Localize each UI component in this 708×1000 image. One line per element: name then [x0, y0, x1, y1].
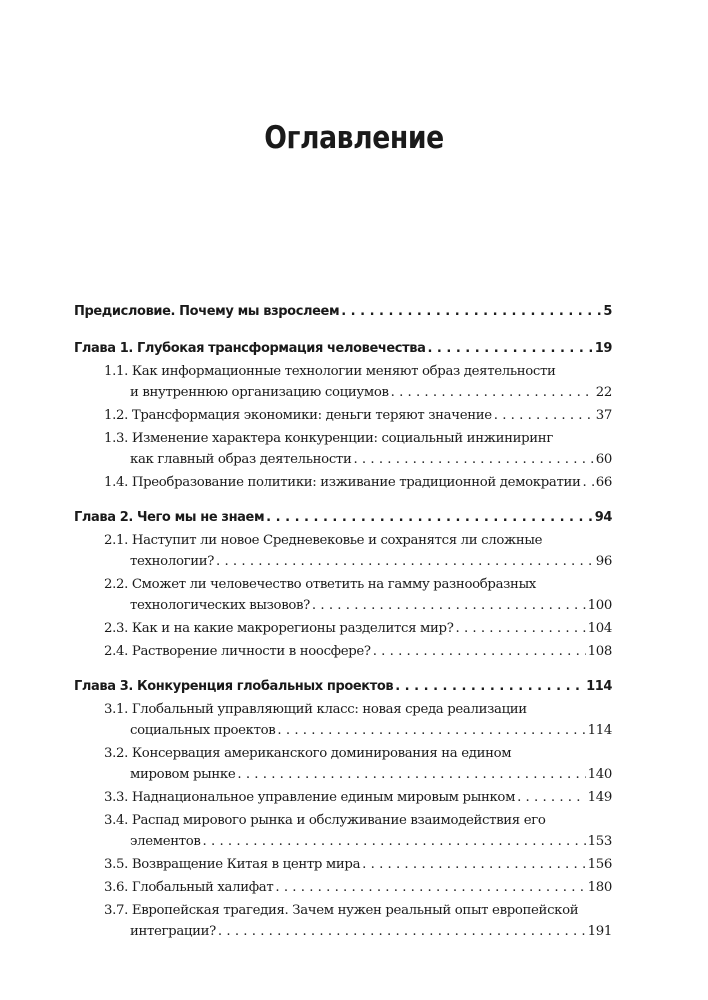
- entry-title-continued: технологии?: [130, 554, 215, 569]
- dot-leader: [216, 551, 594, 572]
- toc-entry[interactable]: [104, 877, 612, 898]
- entry-title: 1.3. Изменение характера конкуренции: социальный инжиниринг: [104, 431, 553, 446]
- dot-leader: [275, 877, 585, 898]
- dot-leader: [494, 405, 594, 426]
- entry-title: 3.4. Распад мирового рынка и обслуживание взаимодействия его: [104, 813, 546, 828]
- dot-leader: [203, 831, 586, 852]
- dot-leader: [341, 304, 601, 319]
- toc-section-heading[interactable]: [74, 679, 612, 699]
- dot-leader: [353, 449, 593, 470]
- entry-line: [104, 618, 612, 639]
- dot-leader: [427, 341, 592, 356]
- entry-first-line: [104, 361, 612, 382]
- entry-title: 3.6. Глобальный халифат: [104, 880, 274, 895]
- entry-title: 2.1. Наступит ли новое Средневековье и сохранятся ли сложные: [104, 533, 543, 548]
- toc-entry[interactable]: [104, 854, 612, 875]
- entry-title: 3.7. Европейская трагедия. Зачем нужен реальный опыт европейской: [104, 903, 579, 918]
- entry-page-number: 140: [587, 767, 612, 782]
- section-page-number: 94: [594, 510, 612, 525]
- entry-first-line: [104, 810, 612, 831]
- entry-first-line: [104, 699, 612, 720]
- entry-second-line: [104, 831, 612, 852]
- dot-leader: [517, 787, 586, 808]
- entry-page-number: 108: [587, 644, 612, 659]
- entry-first-line: [104, 530, 612, 551]
- entry-title: 1.4. Преобразование политики: изживание традиционной демократии: [104, 475, 581, 490]
- section-page-number: 5: [603, 304, 612, 319]
- section-title: Предисловие. Почему мы взрослеем: [74, 304, 340, 319]
- toc-entry[interactable]: [104, 472, 612, 493]
- toc-section-heading[interactable]: [74, 304, 612, 324]
- entry-title-continued: социальных проектов: [130, 723, 276, 738]
- toc-entry[interactable]: [104, 900, 612, 942]
- entry-title-continued: технологических вызовов?: [130, 598, 310, 613]
- entry-page-number: 180: [587, 880, 612, 895]
- dot-leader: [395, 679, 584, 694]
- entry-second-line: [104, 449, 612, 470]
- entry-first-line: [104, 743, 612, 764]
- dot-leader: [237, 764, 585, 785]
- section-title: Глава 2. Чего мы не знаем: [74, 510, 265, 525]
- dot-leader: [362, 854, 586, 875]
- entry-title: 2.3. Как и на какие макрорегионы разделится мир?: [104, 621, 454, 636]
- entry-line: [104, 787, 612, 808]
- entry-line: [104, 877, 612, 898]
- entry-page-number: 153: [587, 834, 612, 849]
- entry-second-line: [104, 595, 612, 616]
- entry-title-continued: мировом рынке: [130, 767, 236, 782]
- toc-section-heading[interactable]: [74, 510, 612, 530]
- toc-entry[interactable]: [104, 641, 612, 662]
- entry-title-continued: и внутреннюю организацию социумов: [130, 385, 389, 400]
- toc-entry[interactable]: [104, 361, 612, 403]
- dot-leader: [455, 618, 585, 639]
- dot-leader: [266, 510, 593, 525]
- entry-title: 3.3. Наднациональное управление единым мировым рынком: [104, 790, 516, 805]
- entry-page-number: 114: [587, 723, 612, 738]
- section-page-number: 114: [586, 679, 612, 694]
- table-of-contents: [74, 304, 612, 942]
- toc-entry[interactable]: [104, 530, 612, 572]
- page-title: Оглавление: [264, 120, 444, 156]
- toc-entry[interactable]: [104, 405, 612, 426]
- toc-entry[interactable]: [104, 618, 612, 639]
- entry-page-number: 22: [595, 385, 612, 400]
- entry-title: 2.2. Сможет ли человечество ответить на гамму разнообразных: [104, 577, 536, 592]
- entry-line: [104, 641, 612, 662]
- toc-entry[interactable]: [104, 574, 612, 616]
- section-title: Глава 3. Конкуренция глобальных проектов: [74, 679, 394, 694]
- entry-title: 2.4. Растворение личности в ноосфере?: [104, 644, 371, 659]
- dot-leader: [312, 595, 586, 616]
- toc-section-heading[interactable]: [74, 341, 612, 361]
- dot-leader: [277, 720, 585, 741]
- entry-line: [104, 405, 612, 426]
- entry-title-continued: элементов: [130, 834, 201, 849]
- entry-title: 3.5. Возвращение Китая в центр мира: [104, 857, 361, 872]
- dot-leader: [218, 921, 586, 942]
- entry-page-number: 60: [595, 452, 612, 467]
- entry-first-line: [104, 428, 612, 449]
- entry-page-number: 37: [595, 408, 612, 423]
- entry-second-line: [104, 720, 612, 741]
- entry-second-line: [104, 382, 612, 403]
- entry-title-continued: интеграции?: [130, 924, 216, 939]
- entry-page-number: 149: [587, 790, 612, 805]
- entry-second-line: [104, 764, 612, 785]
- entry-first-line: [104, 900, 612, 921]
- toc-entry[interactable]: [104, 743, 612, 785]
- toc-entry[interactable]: [104, 810, 612, 852]
- entry-title: 1.2. Трансформация экономики: деньги теряют значение: [104, 408, 492, 423]
- entry-title: 3.1. Глобальный управляющий класс: новая среда реализации: [104, 702, 527, 717]
- entry-title-continued: как главный образ деятельности: [130, 452, 352, 467]
- section-title: Глава 1. Глубокая трансформация человечества: [74, 341, 426, 356]
- entry-page-number: 100: [587, 598, 612, 613]
- toc-entry[interactable]: [104, 699, 612, 741]
- entry-line: [104, 472, 612, 493]
- entry-second-line: [104, 921, 612, 942]
- dot-leader: [373, 641, 586, 662]
- entry-page-number: 66: [595, 475, 612, 490]
- toc-entry[interactable]: [104, 787, 612, 808]
- entry-title: 1.1. Как информационные технологии меняют образ деятельности: [104, 364, 556, 379]
- entry-second-line: [104, 551, 612, 572]
- entry-page-number: 104: [587, 621, 612, 636]
- dot-leader: [391, 382, 594, 403]
- entry-first-line: [104, 574, 612, 595]
- entry-page-number: 96: [595, 554, 612, 569]
- entry-page-number: 156: [587, 857, 612, 872]
- section-page-number: 19: [594, 341, 612, 356]
- entry-line: [104, 854, 612, 875]
- dot-leader: [583, 472, 594, 493]
- toc-entry[interactable]: [104, 428, 612, 470]
- entry-page-number: 191: [587, 924, 612, 939]
- entry-title: 3.2. Консервация американского доминирования на едином: [104, 746, 512, 761]
